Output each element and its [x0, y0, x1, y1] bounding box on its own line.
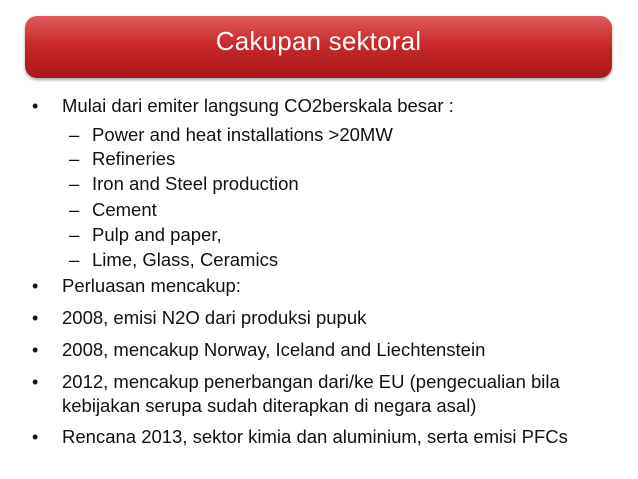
- bullet-icon: •: [32, 276, 39, 296]
- sub-bullet-text: Cement: [92, 199, 157, 220]
- bullet-icon: •: [32, 372, 39, 392]
- slide-title: Cakupan sektoral: [215, 26, 422, 56]
- bullet-icon: •: [32, 308, 39, 328]
- bullet-icon: •: [32, 340, 39, 360]
- sub-bullet-text: Power and heat installations >20MW: [92, 124, 393, 145]
- dash-icon: –: [69, 124, 80, 145]
- dash-icon: –: [69, 148, 80, 169]
- bullet-icon: •: [32, 427, 39, 447]
- bullet-text: Perluasan mencakup:: [62, 275, 241, 296]
- dash-icon: –: [69, 173, 80, 194]
- bullet-text: 2008, emisi N2O dari produksi pupuk: [62, 307, 367, 328]
- dash-icon: –: [69, 224, 80, 245]
- sub-bullet-text: Lime, Glass, Ceramics: [92, 249, 279, 270]
- bullet-text: 2012, mencakup penerbangan dari/ke EU (pengecualian bila kebijakan serupa sudah diterapkan di negara asal): [62, 371, 560, 416]
- bullet-text: Mulai dari emiter langsung CO2berskala besar :: [62, 95, 454, 116]
- dash-icon: –: [69, 199, 80, 220]
- dash-icon: –: [69, 249, 80, 270]
- bullet-icon: •: [32, 96, 39, 116]
- bullet-text: 2008, mencakup Norway, Iceland and Liechtenstein: [62, 339, 486, 360]
- sub-bullet-text: Iron and Steel production: [92, 173, 299, 194]
- bullet-text: Rencana 2013, sektor kimia dan aluminium, serta emisi PFCs: [62, 426, 568, 447]
- sub-bullet-text: Refineries: [92, 148, 176, 169]
- sub-bullet-text: Pulp and paper,: [92, 224, 222, 245]
